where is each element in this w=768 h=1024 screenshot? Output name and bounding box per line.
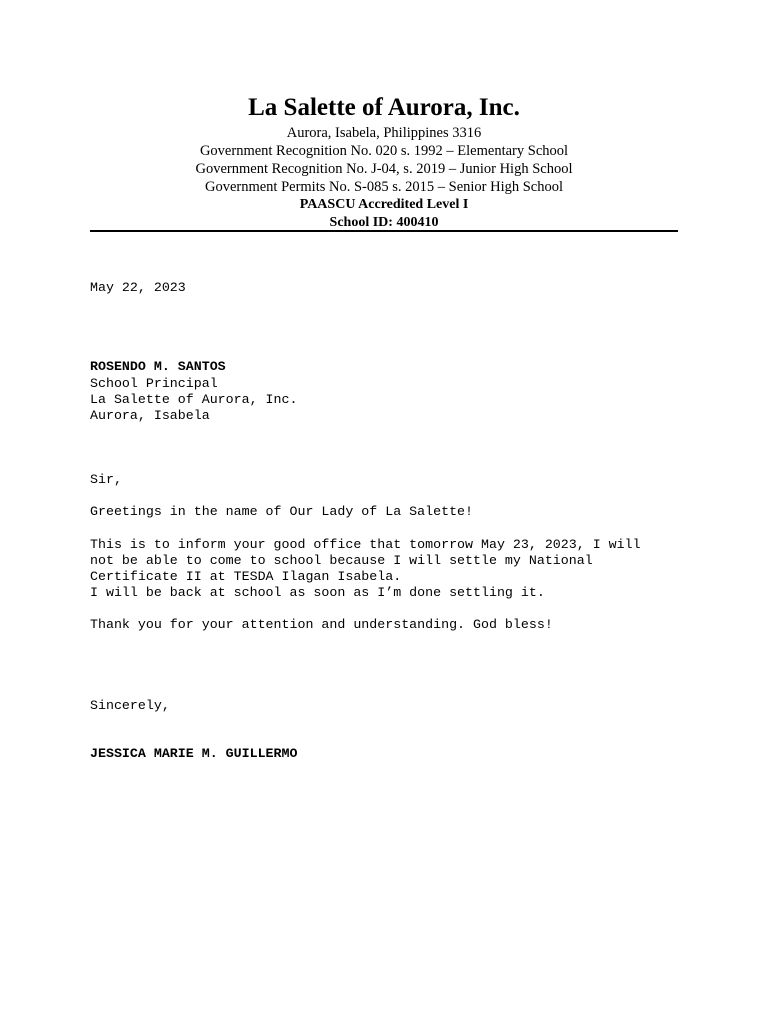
recipient-organization: La Salette of Aurora, Inc. (90, 392, 298, 407)
body-line: Certificate II at TESDA Ilagan Isabela. (90, 569, 402, 584)
signatory-name: JESSICA MARIE M. GUILLERMO (90, 746, 298, 761)
body-line: not be able to come to school because I will settle my National (90, 553, 593, 568)
permit-senior: Government Permits No. S-085 s. 2015 – Senior High School (204, 179, 564, 195)
recognition-elementary: Government Recognition No. 020 s. 1992 – Elementary School (199, 143, 569, 159)
thanks-line: Thank you for your attention and understanding. God bless! (90, 617, 553, 632)
letterhead (90, 92, 678, 232)
school-address: Aurora, Isabela, Philippines 3316 (286, 125, 482, 141)
recognition-junior: Government Recognition No. J-04, s. 2019 – Junior High School (195, 161, 573, 177)
salutation: Sir, (90, 472, 122, 487)
recipient-position: School Principal (90, 376, 218, 391)
body-line: This is to inform your good office that tomorrow May 23, 2023, I will (90, 537, 641, 552)
recipient-name: ROSENDO M. SANTOS (90, 359, 226, 374)
school-id: School ID: 400410 (329, 215, 439, 230)
school-name: La Salette of Aurora, Inc. (248, 94, 520, 121)
letterhead-divider (90, 230, 678, 232)
body-line: I will be back at school as soon as I’m done settling it. (90, 585, 545, 600)
letter-date: May 22, 2023 (90, 280, 186, 295)
closing: Sincerely, (90, 698, 170, 713)
recipient-location: Aurora, Isabela (90, 408, 210, 423)
accreditation: PAASCU Accredited Level I (299, 197, 469, 212)
greeting: Greetings in the name of Our Lady of La Salette! (90, 504, 474, 519)
